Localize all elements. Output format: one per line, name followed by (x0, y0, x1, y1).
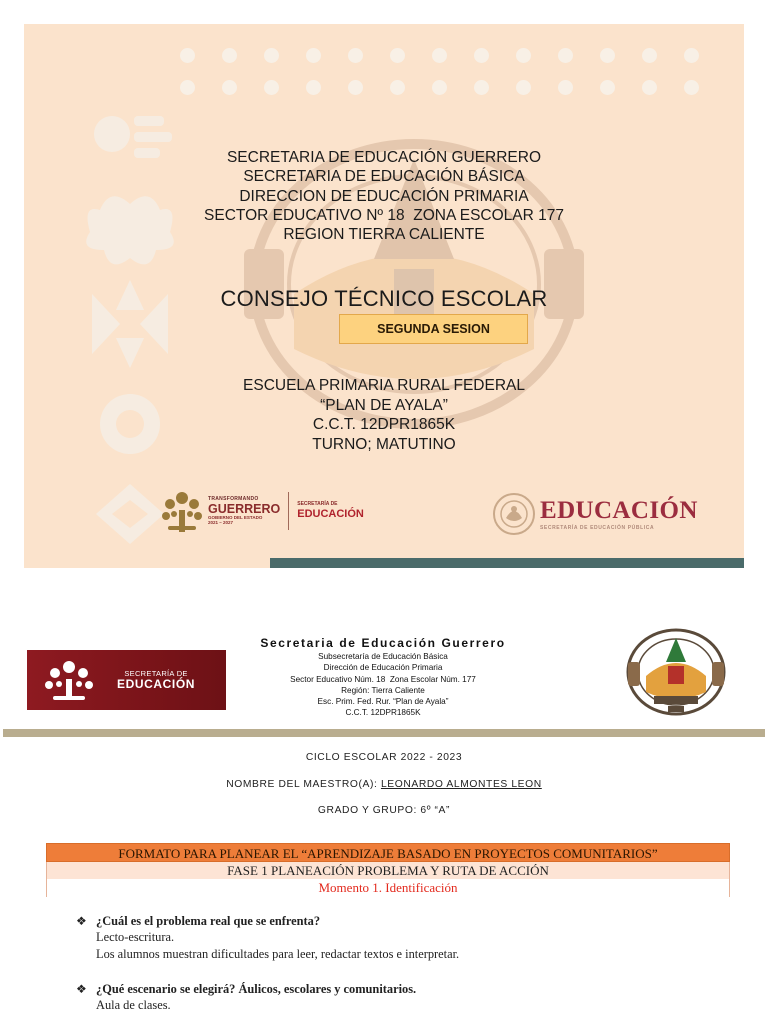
maestro-line (0, 779, 768, 790)
tree-emblem-icon (41, 657, 97, 703)
school-seal-icon (624, 626, 728, 718)
question-block (76, 982, 416, 1014)
document-header (228, 636, 538, 719)
sec-logo-big-text: EDUCACIÓN (117, 676, 196, 691)
guerrero-logo-small: TRANSFORMANDO (208, 495, 259, 502)
school-line: ESCUELA PRIMARIA RURAL FEDERAL (243, 377, 525, 394)
mexico-shield-icon (492, 492, 536, 536)
cover-institution-lines (174, 148, 594, 244)
header-line: Dirección de Educación Primaria (323, 663, 443, 673)
ciclo-escolar: CICLO ESCOLAR 2022 - 2023 (305, 752, 463, 763)
cover-slide (24, 24, 744, 568)
logo-divider (288, 492, 289, 530)
header-title: Secretaria de Educación Guerrero (260, 636, 506, 650)
cover-school-lines (174, 376, 594, 454)
cover-line: SECRETARIA DE EDUCACIÓN BÁSICA (243, 168, 525, 186)
decorative-glyphs-icon (82, 104, 178, 544)
header-line: C.C.T. 12DPR1865K (345, 708, 421, 718)
guerrero-logo-big: GUERRERO (208, 501, 281, 516)
school-line: “PLAN DE AYALA” (320, 396, 448, 414)
question-text: ¿Qué escenario se elegirá? Áulicos, escolares y comunitarios. (96, 982, 417, 996)
cover-title: CONSEJO TÉCNICO ESCOLAR (220, 286, 548, 311)
sec-logo-label (117, 670, 195, 690)
sec-logo-small: SECRETARÍA DE (297, 501, 338, 508)
school-line: TURNO; MATUTINO (312, 435, 456, 453)
sec-educacion-logo (297, 502, 364, 520)
cover-line: SECTOR EDUCATIVO Nº 18 ZONA ESCOLAR 177 (204, 206, 564, 224)
table-header-format: FORMATO PARA PLANEAR EL “APRENDIZAJE BASADO EN PROYECTOS COMUNITARIOS” (46, 843, 730, 862)
guerrero-logo-years: 2021 – 2027 (208, 519, 234, 525)
decorative-dots (180, 48, 720, 108)
answer-line: Los alumnos muestran dificultades para leer, redactar textos e interpretar. (96, 947, 460, 961)
header-line: Sector Educativo Núm. 18 Zona Escolar Núm. 177 (290, 674, 476, 684)
session-badge: SEGUNDA SESION (339, 314, 528, 344)
cover-line: DIRECCION DE EDUCACIÓN PRIMARIA (239, 187, 529, 205)
cover-logos-left (160, 486, 364, 536)
header-line: Región: Tierra Caliente (341, 685, 425, 695)
table-header-fase: FASE 1 PLANEACIÓN PROBLEMA Y RUTA DE ACCIÓN (46, 862, 730, 879)
school-line: C.C.T. 12DPR1865K (312, 416, 456, 433)
sec-logo-small-text: SECRETARÍA DE (124, 668, 188, 678)
question-text: ¿Cuál es el problema real que se enfrenta? (96, 914, 321, 928)
maestro-label: NOMBRE DEL MAESTRO(A): (226, 779, 378, 790)
secretaria-educacion-logo (27, 650, 226, 710)
table-header-momento: Momento 1. Identificación (46, 879, 730, 897)
answer-line: Lecto-escritura. (96, 930, 175, 944)
diamond-bullet-icon: ❖ (76, 982, 87, 996)
sep-logo-tagline: SECRETARÍA DE EDUCACIÓN PÚBLICA (540, 524, 655, 531)
answer-line: Aula de clases. (96, 998, 171, 1012)
guerrero-logo-sub: GOBIERNO DEL ESTADO (208, 515, 263, 521)
cover-accent-bar (270, 558, 744, 568)
sec-logo-big: EDUCACIÓN (297, 507, 364, 520)
diamond-bullet-icon: ❖ (76, 914, 87, 928)
guerrero-logo-text (208, 497, 280, 526)
cover-line: REGION TIERRA CALIENTE (283, 226, 485, 244)
header-divider (3, 729, 765, 737)
cover-line: SECRETARIA DE EDUCACIÓN GUERRERO (226, 149, 542, 166)
question-block (76, 914, 459, 963)
grado-grupo: GRADO Y GRUPO: 6º “A” (317, 805, 451, 816)
header-line: Esc. Prim. Fed. Rur. “Plan de Ayala” (317, 697, 449, 707)
header-line: Subsecretaría de Educación Básica (318, 652, 448, 661)
sep-logo-word: EDUCACIÓN (540, 496, 698, 524)
sep-educacion-logo (492, 492, 698, 536)
guerrero-tree-icon (160, 488, 204, 534)
header-lines (228, 651, 538, 719)
maestro-name: LEONARDO ALMONTES LEON (380, 779, 542, 790)
